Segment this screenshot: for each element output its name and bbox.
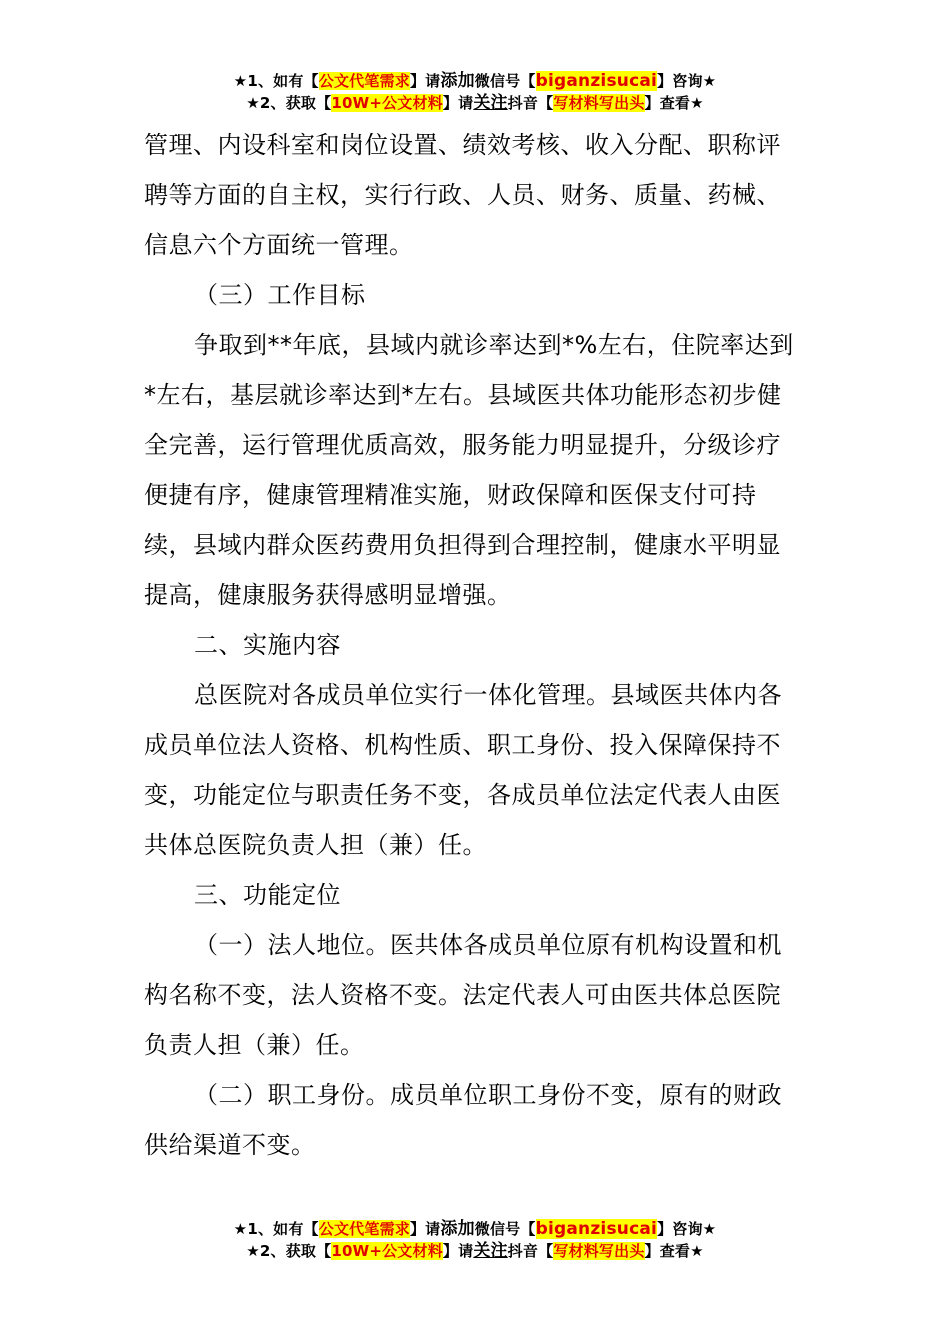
wechat-id: biganzisucai xyxy=(535,71,658,91)
promo-line-1: ★1、如有【公文代笔需求】请添加微信号【biganzisucai】咨询★ xyxy=(233,71,717,91)
promo-line-2: ★2、获取【10W+公文材料】请关注抖音【写材料写出头】查看★ xyxy=(246,1241,704,1261)
wechat-id: biganzisucai xyxy=(535,1219,658,1239)
paragraph: （一）法人地位。医共体各成员单位原有机构设置和机构名称不变，法人资格不变。法定代表人可由医共体总医院负责人担（兼）任。 xyxy=(144,931,782,1059)
promo-banner-top xyxy=(0,70,950,114)
douyin-account: 写材料写出头 xyxy=(553,94,645,112)
paragraph: 总医院对各成员单位实行一体化管理。县域医共体内各成员单位法人资格、机构性质、职工身份、投入保障保持不变，功能定位与职责任务不变，各成员单位法定代表人由医共体总医院负责人担（兼）任。 xyxy=(144,681,782,859)
section-heading: 二、实施内容 xyxy=(194,631,341,659)
promo-banner-bottom xyxy=(0,1218,950,1262)
section-heading: 三、功能定位 xyxy=(194,881,341,909)
paragraph: （二）职工身份。成员单位职工身份不变，原有的财政供给渠道不变。 xyxy=(144,1081,782,1159)
document-body xyxy=(144,120,804,1170)
paragraph: 管理、内设科室和岗位设置、绩效考核、收入分配、职称评聘等方面的自主权，实行行政、人员、财务、质量、药械、信息六个方面统一管理。 xyxy=(144,131,781,259)
promo-line-1: ★1、如有【公文代笔需求】请添加微信号【biganzisucai】咨询★ xyxy=(233,1219,717,1239)
paragraph: 争取到**年底，县域内就诊率达到*%左右，住院率达到*左右，基层就诊率达到*左右。县域医共体功能形态初步健全完善，运行管理优质高效，服务能力明显提升，分级诊疗便捷有序，健康管理精准实施，财政保障和医保支付可持续，县域内群众医药费用负担得到合理控制，健康水平明显提高，健康服务获得感明显增强。 xyxy=(144,331,794,609)
douyin-account: 写材料写出头 xyxy=(553,1242,645,1260)
section-heading: （三）工作目标 xyxy=(194,281,366,309)
promo-line-2: ★2、获取【10W+公文材料】请关注抖音【写材料写出头】查看★ xyxy=(246,93,704,113)
